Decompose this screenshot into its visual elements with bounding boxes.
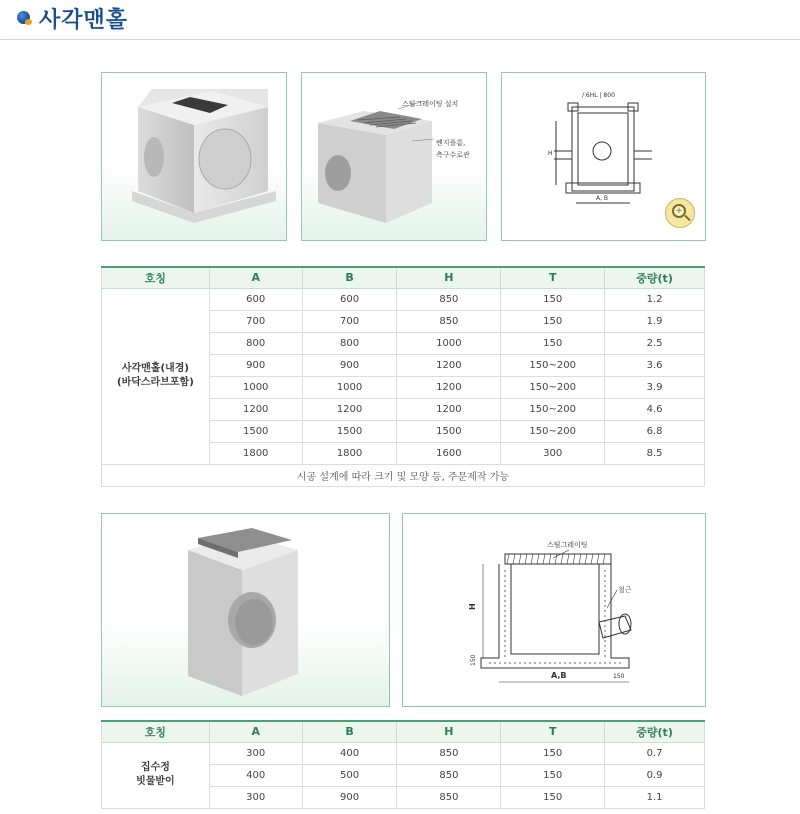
cell: 6.8	[605, 420, 705, 442]
header-weight: 중량(t)	[605, 721, 705, 742]
cell: 600	[209, 288, 302, 310]
table-row	[102, 288, 705, 310]
cell: 850	[397, 786, 501, 808]
image2-label-bench: 벤지플름,	[436, 139, 466, 147]
image2-label-grating: 스틸그레이팅 설치	[402, 100, 459, 108]
cell: 600	[302, 288, 397, 310]
cell: 1200	[397, 376, 501, 398]
cell: 8.5	[605, 442, 705, 464]
cell: 1500	[397, 420, 501, 442]
page-header	[0, 0, 800, 40]
header-h: H	[397, 267, 501, 288]
cell: 1800	[302, 442, 397, 464]
cell: 150	[501, 332, 605, 354]
cell: 1500	[302, 420, 397, 442]
table-header-row	[102, 721, 705, 742]
product-name-line2: 빗물받이	[136, 776, 175, 787]
product-image-catch-basin	[101, 513, 390, 707]
cell: 1200	[209, 398, 302, 420]
cell: 150	[501, 310, 605, 332]
catch-basin-spec-table	[101, 720, 705, 809]
cell: 0.9	[605, 764, 705, 786]
cell: 150	[501, 786, 605, 808]
diagram1-top-label: / 6HL | 800	[582, 92, 615, 99]
cell: 1800	[209, 442, 302, 464]
cell: 300	[209, 742, 302, 764]
cell: 850	[397, 288, 501, 310]
diagram2-ab-label: A,B	[551, 671, 567, 680]
catch-basin-illustration	[102, 514, 390, 707]
header-name: 호칭	[102, 267, 210, 288]
cell: 150~200	[501, 376, 605, 398]
cell: 1.1	[605, 786, 705, 808]
cell: 1600	[397, 442, 501, 464]
cell: 900	[302, 786, 397, 808]
header-weight: 중량(t)	[605, 267, 705, 288]
technical-drawing-manhole	[501, 72, 706, 241]
cell: 850	[397, 310, 501, 332]
product-image-manhole	[101, 72, 287, 241]
cell: 150~200	[501, 354, 605, 376]
diagram2-150-bottom-label: 150	[613, 673, 625, 680]
diagram2-h-label: H	[468, 603, 477, 610]
cell: 150~200	[501, 398, 605, 420]
cell: 400	[302, 742, 397, 764]
cell: 700	[302, 310, 397, 332]
header-t: T	[501, 721, 605, 742]
cell: 900	[302, 354, 397, 376]
cell: 1000	[302, 376, 397, 398]
grating-illustration	[302, 73, 487, 241]
cell: 1200	[397, 398, 501, 420]
table-header-row	[102, 267, 705, 288]
product-name-cell	[102, 742, 210, 808]
cell: 1.9	[605, 310, 705, 332]
header-a: A	[209, 721, 302, 742]
header-t: T	[501, 267, 605, 288]
diagram2-150-left-label: 150	[470, 654, 477, 666]
product-image-grating	[301, 72, 487, 241]
diagram1-h-label: H	[548, 150, 553, 157]
cell: 1.2	[605, 288, 705, 310]
page-title: 사각맨홀	[39, 8, 129, 33]
custom-order-note: 시공 설계에 따라 크기 및 모양 등, 주문제작 가능	[102, 464, 705, 486]
cell: 2.5	[605, 332, 705, 354]
image2-label-channel: 측구수로관	[436, 151, 470, 159]
cell: 0.7	[605, 742, 705, 764]
cell: 800	[209, 332, 302, 354]
diagram2-grating-label: 스틸그레이팅	[547, 541, 588, 549]
cell: 1000	[397, 332, 501, 354]
cell: 1200	[302, 398, 397, 420]
manhole-spec-table	[101, 266, 705, 487]
cell: 850	[397, 764, 501, 786]
cell: 850	[397, 742, 501, 764]
cell: 500	[302, 764, 397, 786]
cell: 300	[209, 786, 302, 808]
cell: 900	[209, 354, 302, 376]
product-name-cell	[102, 288, 210, 464]
cell: 1200	[397, 354, 501, 376]
header-name: 호칭	[102, 721, 210, 742]
bullet-icon	[17, 11, 30, 24]
header-a: A	[209, 267, 302, 288]
table-row	[102, 742, 705, 764]
cell: 3.6	[605, 354, 705, 376]
cell: 300	[501, 442, 605, 464]
cell: 4.6	[605, 398, 705, 420]
cell: 150	[501, 288, 605, 310]
cell: 1000	[209, 376, 302, 398]
header-b: B	[302, 267, 397, 288]
cell: 3.9	[605, 376, 705, 398]
product-name-line1: 사각맨홀(내경)	[121, 363, 189, 374]
zoom-icon[interactable]: +	[665, 198, 695, 228]
diagram2-rebar-label: 철근	[618, 586, 632, 594]
product-name-line2: (바닥스라브포함)	[117, 377, 194, 388]
technical-drawing-catch-basin	[402, 513, 706, 707]
diagram1-ab-label: A, B	[596, 195, 609, 202]
cell: 800	[302, 332, 397, 354]
cell: 150~200	[501, 420, 605, 442]
table-note-row	[102, 464, 705, 486]
product-name-line1: 집수정	[140, 762, 170, 773]
cell: 150	[501, 742, 605, 764]
cell: 400	[209, 764, 302, 786]
cell: 1500	[209, 420, 302, 442]
cell: 150	[501, 764, 605, 786]
header-h: H	[397, 721, 501, 742]
header-b: B	[302, 721, 397, 742]
manhole-illustration	[102, 73, 287, 241]
cell: 700	[209, 310, 302, 332]
catch-basin-section-diagram	[403, 514, 706, 707]
